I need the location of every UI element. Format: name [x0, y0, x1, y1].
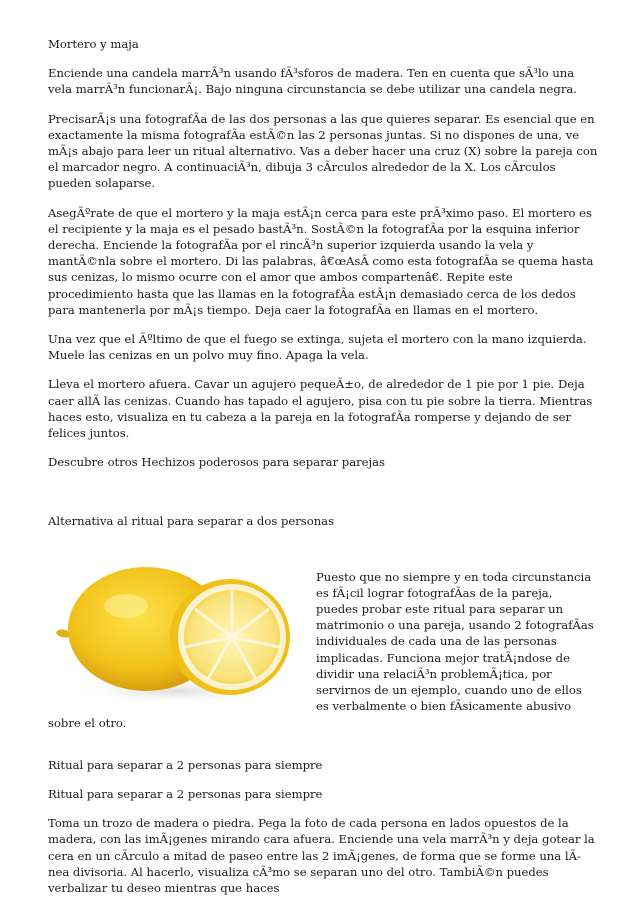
ritual-title-1: Ritual para separar a 2 personas para siempre — [48, 757, 323, 772]
paragraph-5: Lleva el mortero afuera. Cavar un agujero pequeÃ±o, de alrededor de 1 pie por 1 pie. Deja caer allÃ las cenizas. Cuando has tapado el agujero, pisa con tu pie sobre la tierra. Mientras haces esto, visualiza en tu cabeza a la pareja en la fotografÃa romperse y dejando de ser felices juntos. — [48, 377, 593, 441]
paragraph-4: Una vez que el Ãºltimo de que el fuego se extinga, sujeta el mortero con la mano izquierda. Muele las cenizas en un polvo muy fino. Apaga la vela. — [48, 332, 587, 363]
related-link-text: Descubre otros Hechizos poderosos para separar parejas — [48, 455, 385, 470]
lemon-illustration-icon — [48, 551, 304, 706]
float-paragraph: Puesto que no siempre y en toda circunstancia es fÃ¡cil lograr fotografÃas de la pareja, puedes probar este ritual para separar un matrimonio o una pareja, usando 2 fotografÃas individuales de cada una de las personas implicadas. Funciona mejor tratÃ¡ndose de dividir una relaciÃ³n problemÃ¡tica, por servirnos de un ejemplo, cuando uno de ellos es verbalmente o bien fÃsicamente abusivo sobre el otro. — [48, 569, 594, 730]
ritual-title-2: Ritual para separar a 2 personas para siempre — [48, 786, 323, 801]
section-heading: Alternativa al ritual para separar a dos personas — [48, 514, 335, 529]
paragraph-3: AsegÃºrate de que el mortero y la maja estÃ¡n cerca para este prÃ³ximo paso. El mortero es el recipiente y la maja es el pesado bastÃ³n. SostÃ©n la fotografÃa por la esquina inferior derecha. Enciende la fotografÃa por el rincÃ³n superior izquierda usando la vela y mantÃ©nla sobre el mortero. Di las palabras, â€œAsÃ como esta fotografÃa se quema hasta sus cenizas, lo mismo ocurre con el amor que ambos compartenâ€. Repite este procedimiento hasta que las llamas en la fotografÃa estÃ¡n demasiado cerca de los dedos para mantenerla por mÃ¡s tiempo. Deja caer la fotografÃa en llamas en el mortero. — [48, 205, 594, 317]
document-page — [48, 36, 598, 909]
image-text-block — [48, 543, 598, 731]
lemons-image — [48, 551, 304, 706]
paragraph-2: PrecisarÃ¡s una fotografÃa de las dos personas a las que quieres separar. Es esencial que en exactamente la misma fotografÃa estÃ©n las 2 personas juntas. Si no dispones de una, ve mÃ¡s abajo para leer un ritual alternativo. Vas a deber hacer una cruz (X) sobre la pareja con el marcador negro. A continuaciÃ³n, dibuja 3 cÃrculos alrededor de la X. Los cÃrculos pueden solaparse. — [48, 111, 598, 191]
last-paragraph: Toma un trozo de madera o piedra. Pega la foto de cada persona en lados opuestos de la madera, con las imÃ¡genes mirando cara afuera. Enciende una vela marrÃ³n y deja gotear la cera en un cÃrculo a mitad de paseo entre las 2 imÃ¡genes, de forma que se forme una lÃnea divisoria. Al hacerlo, visualiza cÃ³mo se separan uno del otro. TambiÃ©n puedes verbalizar tu deseo mientras que haces — [48, 816, 595, 895]
paragraph-1: Enciende una candela marrÃ³n usando fÃ³sforos de madera. Ten en cuenta que sÃ³lo una vela marrÃ³n funcionarÃ¡. Bajo ninguna circunstancia se debe utilizar una candela negra. — [48, 66, 577, 97]
document-title: Mortero y maja — [48, 37, 139, 51]
